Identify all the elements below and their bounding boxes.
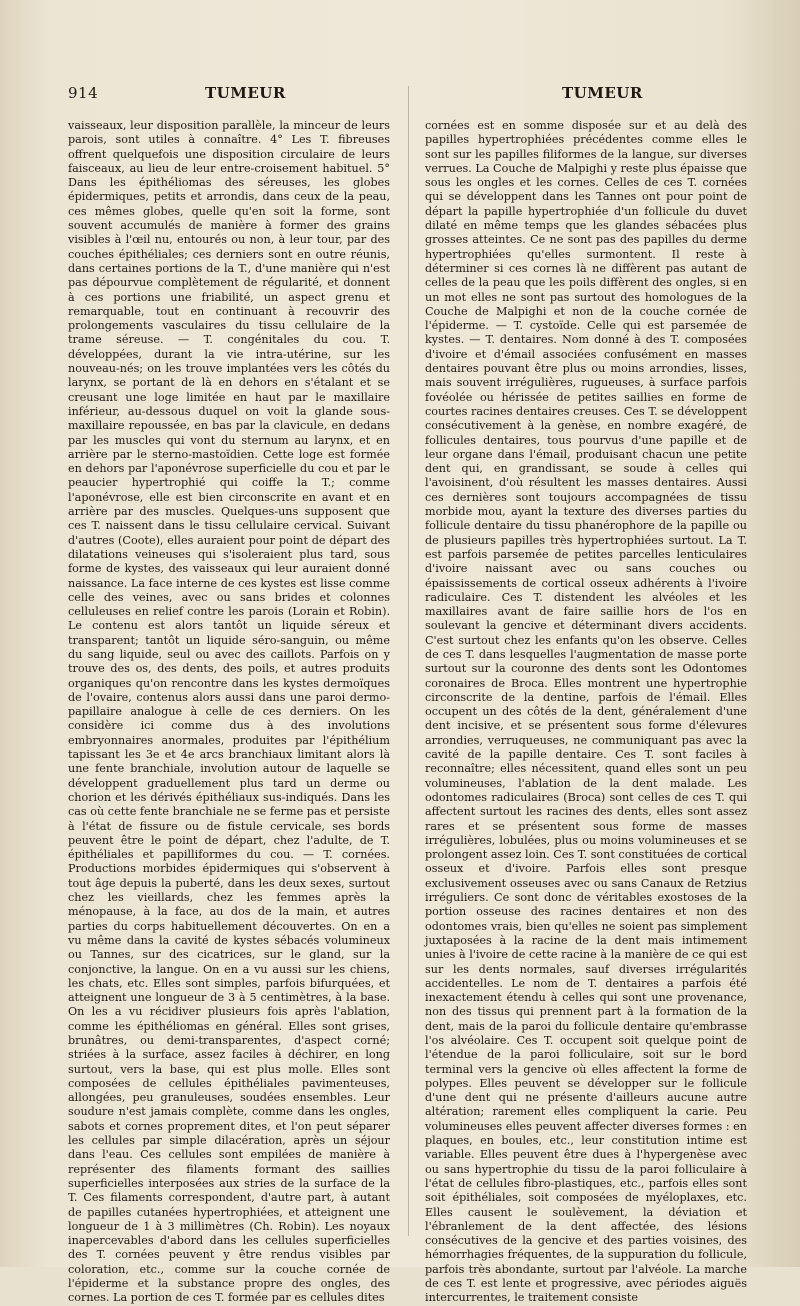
left-column-text: vaisseaux, leur disposition parallèle, la minceur de leurs parois, sont utiles à connaître. 4° Les T. fibreuses offrent quelquefois une disposition circulaire de leurs faisceaux, au lieu de leur entre-croisement habituel. 5° Dans les épithéliomas des séreuses, les globes épidermiques, petits et arrondis, dans ceux de la peau, ces mêmes globes, quelle qu'en soit la forme, sont souvent accumulés de manière à former des grains visibles à l'œil nu, entourés ou non, à leur tour, par des couches épithéliales; ces derniers sont en outre réunis, dans certaines portions de la T., d'une manière qui n'est pas dépourvue complètement de régularité, et donnent à ces portions une friabilité, un aspect grenu et remarquable, tout en continuant à recouvrir des prolongements vasculaires du tissu cellulaire de la trame séreuse. — T. congénitales du cou. T. développées, durant la vie intra-utérine, sur les nouveau-nés; on les trouve implantées vers les côtés du larynx, se portant de là en dehors en s'étalant et se creusant une loge limitée en haut par le maxillaire inférieur, au-dessous duquel on voit la glande sous-maxillaire repoussée, en bas par la clavicule, en dedans par les muscles qui vont du sternum au larynx, et en arrière par le sterno-mastoïdien. Cette loge est formée en dehors par l'aponévrose superficielle du cou et par le peaucier hypertrophié qui coiffe la T.; comme l'aponévrose, elle est bien circonscrite en avant et en arrière par des muscles. Quelques-uns supposent que ces T. naissent dans le tissu cellulaire cervical. Suivant d'autres (Coote), elles auraient pour point de départ des dilatations veineuses qui s'isoleraient plus tard, sous forme de kystes, des vaisseaux qui leur auraient donné naissance. La face interne de ces kystes est lisse comme celle des veines, avec ou sans brides et colonnes celluleuses en relief contre les parois (Lorain et Robin). Le contenu est alors tantôt un liquide séreux et transparent; tantôt un liquide séro-sanguin, ou même du sang liquide, seul ou avec des caillots. Parfois on y trouve des os, des dents, des poils, et autres produits organiques qu'on rencontre dans les kystes dermoïques de l'ovaire, contenus alors aussi dans une paroi dermo-papillaire analogue à celle de ces derniers. On les considère ici comme dus à des involutions embryonnaires anormales, produites par l'épithélium tapissant les 3e et 4e arcs branchiaux limitant alors là une fente branchiale, involution autour de laquelle se développent graduellement plus tard un derme ou chorion et les dérivés épithéliaux sus-indiqués. Dans les cas où cette fente branchiale ne se ferme pas et persiste à l'état de fissure ou de fistule cervicale, ses bords peuvent être le point de départ, chez l'adulte, de T. épithéliales et papilliformes du cou. — T. cornées. Productions morbides épidermiques qui s'observent à tout âge depuis la puberté, dans les deux sexes, surtout chez les vieillards, chez les femmes après la ménopause, à la face, au dos de la main, et autres parties du corps habituellement découvertes. On en a vu même dans la cavité de kystes sébacés volumineux ou Tannes, sur des cicatrices, sur le gland, sur la conjonctive, la langue. On en a vu aussi sur les chiens, les chats, etc. Elles sont simples, parfois bifurquées, et atteignent une longueur de 3 à 5 centimètres, à la base. On les a vu récidiver plusieurs fois après l'ablation, comme les épithéliomas en général. Elles sont grises, brunâtres, ou demi-transparentes, d'aspect corné; striées à la surface, assez faciles à déchirer, en long surtout, vers la base, qui est plus molle. Elles sont composées de cellules épithéliales pavimenteuses, allongées, peu granuleuses, soudées ensembles. Leur soudure n'est jamais complète, comme dans les ongles, sabots et cornes proprement dites, et l'on peut séparer les cellules par simple dilacération, après un séjour dans l'eau. Ces cellules sont empilées de manière à représenter des filaments formant des saillies superficielles interposées aux stries de la surface de la T. Ces filaments correspondent, d'autre part, à autant de papilles cutanées hypertrophiées, et atteignent une longueur de 1 à 3 millimètres (Ch. Robin). Les noyaux inapercevables d'abord dans les cellules superficielles des T. cornées peuvent y être rendus visibles par coloration, etc., comme sur la couche cornée de l'épiderme et la substance propre des ongles, des cornes. La portion de ces T. formée par es cellules dites [68,119,390,1305]
right-column-text: cornées est en somme disposée sur et au delà des papilles hypertrophiées précédentes comme elles le sont sur les papilles filiformes de la langue, sur diverses verrues. La Couche de Malpighi y reste plus épaisse que sous les ongles et les cornes. Celles de ces T. cornées qui se développent dans les Tannes ont pour point de départ la papille hypertrophiée d'un follicule du duvet dilaté en même temps que les glandes sébacées plus grosses atteintes. Ce ne sont pas des papilles du derme hypertrophiées qu'elles surmontent. Il reste à déterminer si ces cornes là ne diffèrent pas autant de celles de la peau que les poils diffèrent des ongles, si en un mot elles ne sont pas surtout des homologues de la Couche de Malpighi et non de la couche cornée de l'épiderme. — T. cystoïde. Celle qui est parsemée de kystes. — T. dentaires. Nom donné à des T. composées d'ivoire et d'émail associées confusément en masses dentaires pouvant être plus ou moins arrondies, lisses, mais souvent irrégulières, rugueuses, à surface parfois fovéolée ou hérissée de petites saillies en forme de courtes racines dentaires creuses. Ces T. se développent consécutivement à la genèse, en nombre exagéré, de follicules dentaires, tous pourvus d'une papille et de leur organe dans l'émail, produisant chacun une petite dent qui, en grandissant, se soude à celles qui l'avoisinent, d'où résultent les masses dentaires. Aussi ces dernières sont toujours accompagnées de tissu morbide mou, ayant la texture des diverses parties du follicule dentaire du tissu phanérophore de la papille ou de plusieurs papilles très hypertrophiées surtout. La T. est parfois parsemée de petites parcelles lenticulaires d'ivoire naissant avec ou sans couches ou épaississements de cortical osseux adhérents à l'ivoire radiculaire. Ces T. distendent les alvéoles et les maxillaires avant de faire saillie hors de l'os en soulevant la gencive et déterminant divers accidents. C'est surtout chez les enfants qu'on les observe. Celles de ces T. dans lesquelles l'augmentation de masse porte surtout sur la couronne des dents sont les Odontomes coronaires de Broca. Elles montrent une hypertrophie circonscrite de la dentine, parfois de l'émail. Elles occupent un des côtés de la dent, généralement d'une dent incisive, et se présentent sous forme d'élevures arrondies, verruqueuses, ne communiquant pas avec la cavité de la papille dentaire. Ces T. sont faciles à reconnaître; elles nécessitent, quand elles sont un peu volumineuses, l'ablation de la dent malade. Les odontomes radiculaires (Broca) sont celles de ces T. qui affectent surtout les racines des dents, elles sont assez rares et se présentent sous forme de masses irrégulières, lobulées, plus ou moins volumineuses et se prolongent assez loin. Ces T. sont constituées de cortical osseux et d'ivoire. Parfois elles sont presque exclusivement osseuses avec ou sans Canaux de Retzius irréguliers. Ce sont donc de véritables exostoses de la portion osseuse des racines dentaires et non des odontomes vrais, bien qu'elles ne soient pas simplement juxtaposées à la racine de la dent mais intimement unies à l'ivoire de cette racine à la manière de ce qui est sur les dents normales, sauf diverses irrégularités accidentelles. Le nom de T. dentaires a parfois été inexactement étendu à celles qui sont une provenance, non des tissus qui prennent part à la formation de la dent, mais de la paroi du follicule dentaire qu'embrasse l'os alvéolaire. Ces T. occupent soit quelque point de l'étendue de la paroi folliculaire, soit sur le bord terminal vers la gencive où elles affectent la forme de polypes. Elles peuvent se développer sur le follicule d'une dent qui ne présente d'ailleurs aucune autre altération; rarement elles compliquent la carie. Peu volumineuses elles peuvent affecter diverses formes : en plaques, en boules, etc., leur constitution intime est variable. Elles peuvent être dues à l'hypergenèse avec ou sans hypertrophie du tissu de la paroi folliculaire à l'état de cellules fibro-plastiques, etc., parfois elles sont soit épithéliales, soit composées de myéloplaxes, etc. Elles causent le soulèvement, la déviation et l'ébranlement de la dent affectée, des lésions consécutives de la gencive et des parties voisines, des hémorrhagies fréquentes, de la suppuration du follicule, parfois très abondante, surtout par l'alvéole. La marche de ces T. est lente et progressive, avec périodes aiguës intercurrentes, le traitement consiste [425,119,747,1305]
running-head-left: TUMEUR [205,84,286,102]
page-number: 914 [68,84,99,102]
column-divider [408,86,409,1236]
running-head-right: TUMEUR [562,84,643,102]
text-column-right [425,119,747,1305]
page-header [0,84,800,108]
text-column-left [68,119,390,1305]
